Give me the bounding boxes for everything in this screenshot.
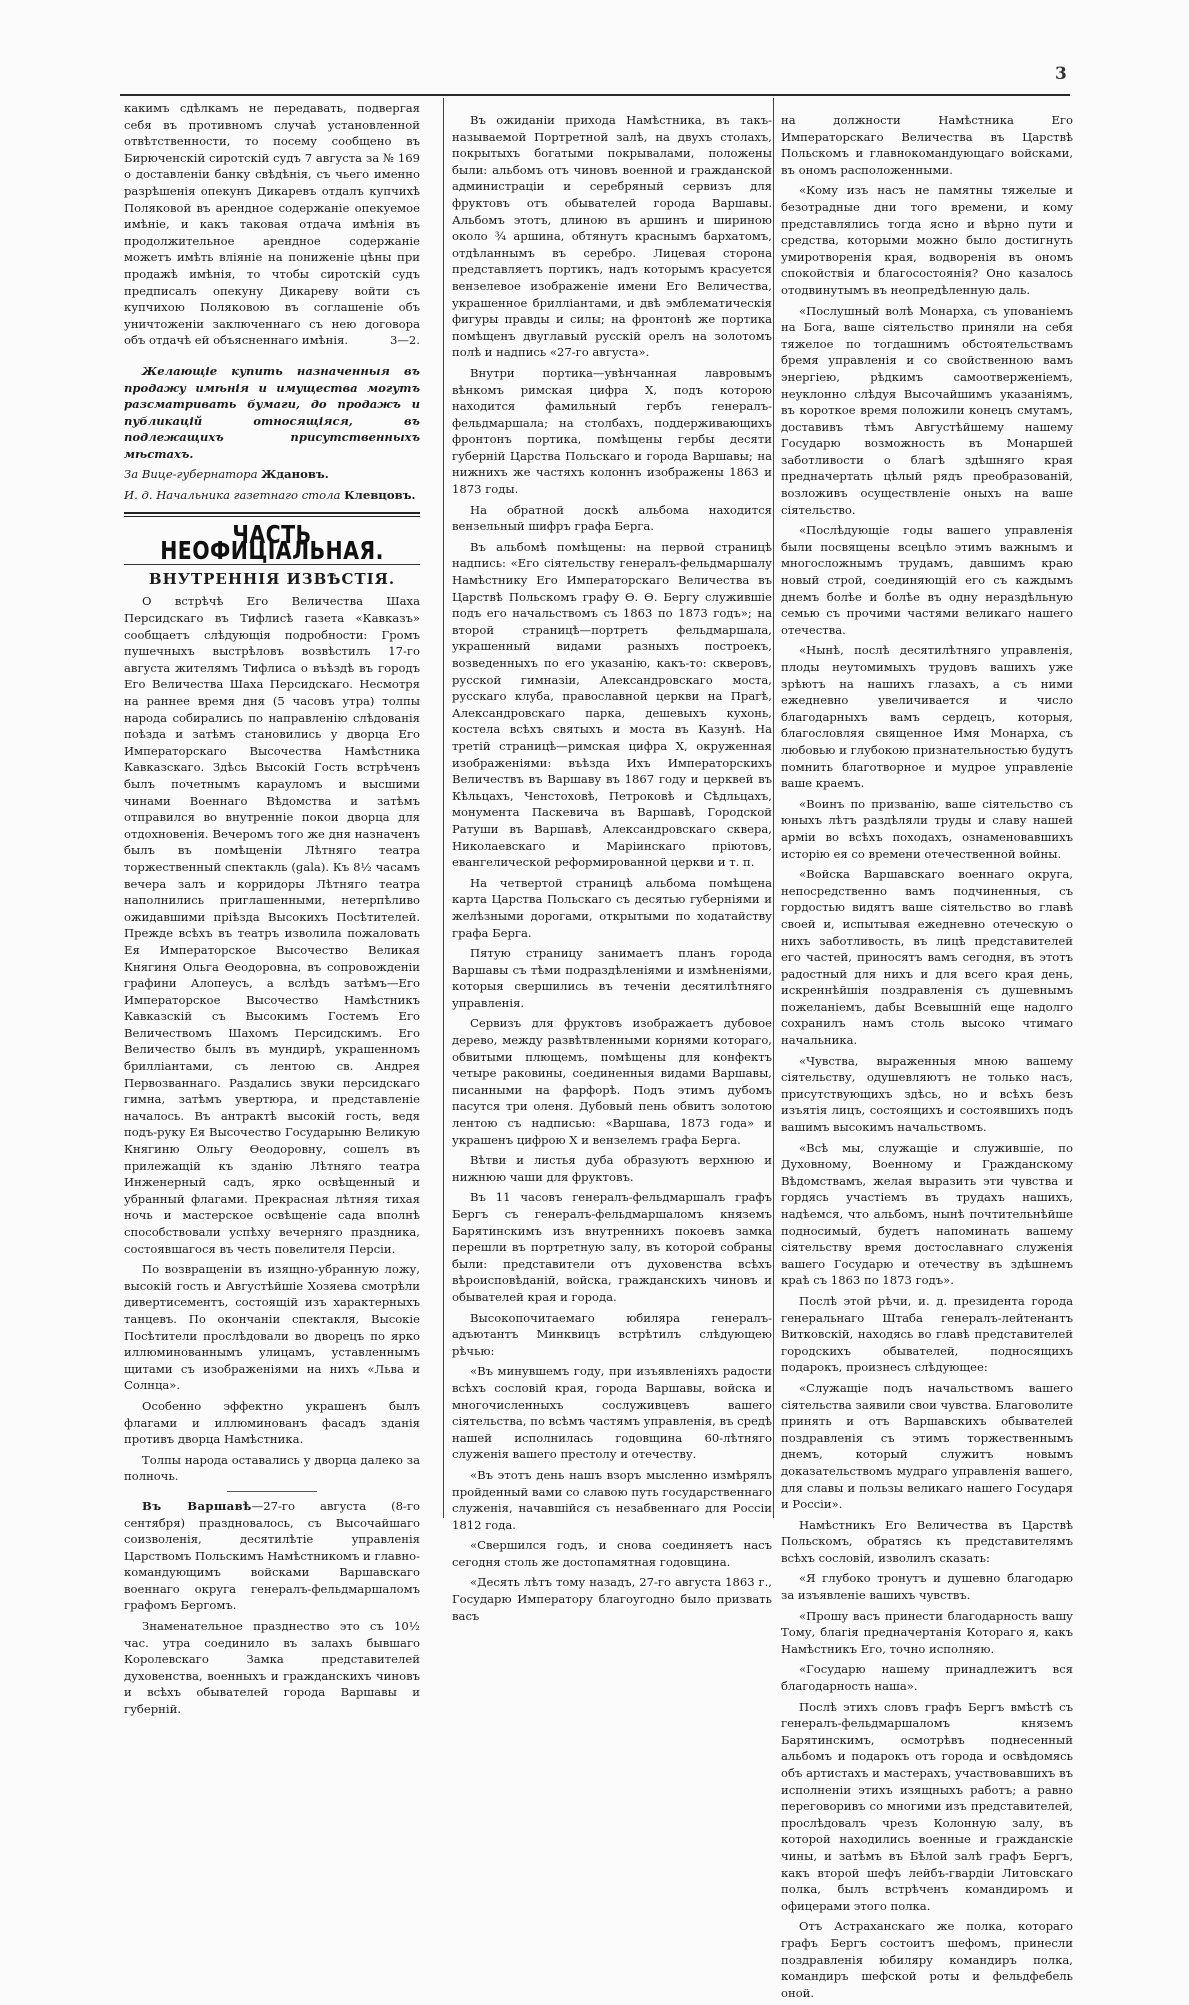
header-rule xyxy=(120,94,1070,96)
warsaw-paragraph: Въ Варшавѣ—27-го августа (8-го сентября) праздновалось, съ Высочайшаго соизволенія, десятилѣтіе управленія Царствомъ Польскимъ Намѣстникомъ и главно-командующимъ войсками Варшавскаго военнаго округа генералъ-фельдмаршаломъ графомъ Бергомъ. xyxy=(124,1498,421,1613)
article-paragraph: Особенно эффектно украшенъ былъ флагами и иллюминованъ фасадъ зданія противъ дворца Намѣстника. xyxy=(124,1398,420,1447)
article-separator xyxy=(227,1491,317,1492)
speech-paragraph: «Десять лѣтъ тому назадъ, 27-го августа 1863 г., Государю Императору благоугодно было призвать васъ xyxy=(452,1575,772,1623)
speech-paragraph: «Войска Варшавскаго военнаго округа, непосредственно вамъ подчиненныя, съ гордостью видятъ ваше сіятельство во главѣ своей и, испытывая ежедневно отеческую о нихъ заботливость, въ лицѣ представителей его частей, приносятъ вамъ сегодня, въ этотъ радостный для нихъ и для всего края день, искреннѣйшія поздравленія съ душевнымъ пожеланіемъ, дабы Всевышній еще надолго сохранилъ намъ столь высоко чтимаго начальника. xyxy=(781,867,1073,1048)
article-paragraph: На четвертой страницѣ альбома помѣщена карта Царства Польскаго съ десятью губерніями и желѣзными дорогами, открытыми по ходатайству графа Берга. xyxy=(452,875,772,940)
section-title: ЧАСТЬ НЕОФИЦІАЛЬНАЯ. xyxy=(160,519,384,566)
article-paragraph: Пятую страницу занимаетъ планъ города Варшавы съ тѣми подраздѣленіями и измѣненіями, которыя свершились въ теченіи десятилѣтняго управленія. xyxy=(452,946,772,1010)
article-paragraph: Послѣ этихъ словъ графъ Бергъ вмѣстѣ съ генералъ-фельдмаршаломъ княземъ Барятинскимъ, осмотрѣвъ поднесенный альбомъ и подарокъ отъ города и освѣдомясь объ артистахъ и мастерахъ, участвовавшихъ въ исполненіи этихъ изящныхъ работъ; а равно переговоривъ со многими изъ представителей, прослѣдовалъ чрезъ Колонную залу, въ которой находились военные и гражданскіе чины, и затѣмъ въ Бѣлой залѣ графъ Бергъ, какъ второй шефъ лейбъ-гвардіи Литовскаго полка, былъ встрѣченъ командиромъ и офицерами этого полка. xyxy=(781,1699,1073,1913)
speech-paragraph: «Прошу васъ принести благодарность вашу Тому, благія предначертанія Котораго я, какъ Намѣстникъ Его, точно исполняю. xyxy=(781,1608,1073,1656)
article-paragraph: Послѣ этой рѣчи, и. д. президента города генеральнаго Штаба генералъ-лейтенантъ Витковскій, находясь во главѣ представителей городскихъ обывателей, подносящихъ подарокъ, произнесъ слѣдующее: xyxy=(781,1293,1073,1375)
sale-notice: Желающіе купить назначенныя въ продажу имѣнія и имущества могутъ разсматривать бумаги, до продажъ и публикацій относящіяся, въ подлежащихъ присутственныхъ мѣстахъ. xyxy=(124,363,420,461)
right-column xyxy=(781,100,1073,2005)
article-paragraph: Внутри портика—увѣнчанная лавровымъ вѣнкомъ римская цифра X, подъ которою находится фамильный гербъ генералъ-фельдмаршала; на столбахъ, поддерживающихъ фронтонъ портика, помѣщены гербы десяти губерній Царства Польскаго и города Варшавы; на нижнихъ же частяхъ колоннъ изображены 1863 и 1873 годы. xyxy=(452,365,772,497)
speech-paragraph: «Въ минувшемъ году, при изъявленіяхъ радости всѣхъ сословій края, города Варшавы, войска и многочисленныхъ сослуживцевъ вашего сіятельства, по всѣмъ частямъ управленія, въ средѣ нашей исполнилась годовщина 60-лѣтняго служенія вашего престолу и отечеству. xyxy=(452,1364,772,1462)
speech-paragraph: «Я глубоко тронутъ и душевно благодарю за изъявленіе вашихъ чувствъ. xyxy=(781,1571,1073,1603)
subsection-title: ВНУТРЕННІЯ ИЗВѢСТІЯ. xyxy=(148,569,396,588)
speech-paragraph: «Всѣ мы, служащіе и служившіе, по Духовному, Военному и Гражданскому Вѣдомствамъ, желая выразить эти чувства и гордясь участіемъ въ трудахъ нашихъ, надѣемся, что альбомъ, нынѣ почтительнѣйше подносимый, будетъ напоминать вашему сіятельству время достославнаго служенія вашего Государю и отечеству въ здѣшнемъ краѣ съ 1863 по 1873 годъ». xyxy=(781,1140,1073,1288)
article-paragraph: Вѣтви и листья дуба образуютъ верхнюю и нижнюю чаши для фруктовъ. xyxy=(452,1153,772,1184)
article-paragraph: Намѣстникъ Его Величества въ Царствѣ Польскомъ, обратясь къ представителямъ всѣхъ сословій, изволилъ сказать: xyxy=(781,1517,1073,1565)
speech-paragraph: «Государю нашему принадлежитъ вся благодарность наша». xyxy=(781,1662,1073,1694)
continuation-paragraph: какимъ сдѣлкамъ не передавать, подвергая себя въ противномъ случаѣ установленной отвѣтственности, то посему сообщено въ Бирюченскій сиротскій судъ 7 августа за № 169 о доставленіи банку свѣдѣнія, съ чьего именно разрѣшенія опекунъ Дикаревъ отдалъ купчихѣ Поляковой въ арендное содержаніе опекуемое имѣніе, и какъ таковая отдача имѣнія въ продолжительное арендное содержаніе можетъ имѣть вліяніе на пониженіе цѣны при продажѣ имѣнія, то чтобы сиротскій судъ предписалъ опекуну Дикареву войти съ купчихою Поляковою въ соглашеніе объ уничтоженіи заключеннаго съ нею договора объ отдачѣ ей объясненнаго имѣнія. 3—2. xyxy=(124,101,420,348)
article-paragraph: Толпы народа оставались у дворца далеко за полночь. xyxy=(124,1452,420,1484)
page-number: 3 xyxy=(1055,64,1067,84)
article-paragraph: О встрѣчѣ Его Величества Шаха Персидскаго въ Тифлисѣ газета «Кавказъ» сообщаетъ слѣдующія подробности: Громъ пушечныхъ выстрѣловъ возвѣстилъ 17-го августа жителямъ Тифлиса о въѣздѣ въ городъ Его Величества Шаха Персидскаго. Несмотря на раннее время дня (5 часовъ утра) толпы народа собирались по направленію слѣдованія поѣзда и затѣмъ становились у дворца Его Императорскаго Высочества Намѣстника Кавказскаго. Здѣсь Высокій Гость встрѣченъ былъ почетнымъ карауломъ и высшими чинами Военнаго Вѣдомства и затѣмъ отправился во внутренніе покои дворца для отдохновенія. Вечеромъ того же дня назначенъ былъ въ помѣщеніи Лѣтняго театра торжественный спектакль (gala). Къ 8½ часамъ вечера залъ и корридоры Лѣтняго театра наполнились приглашенными, нетерпѣливо ожидавшими пріѣзда Высокихъ Посѣтителей. Прежде всѣхъ въ театръ изволила пожаловать Ея Императорское Высочество Великая Княгиня Ольга Ѳеодоровна, въ сопровожденіи графини Алопеусъ, а вслѣдъ затѣмъ—Его Императорское Высочество Намѣстникъ Кавказскій съ Высокимъ Гостемъ Его Величествомъ Шахомъ Персидскимъ. Его Величество былъ въ мундирѣ, украшенномъ бриллiантами, съ лентою св. Андрея Первозваннаго. Раздались звуки персидскаго гимна, затѣмъ увертюра, и представленіе началось. Въ антрактѣ высокій гость, ведя подъ-руку Ея Высочество Государыню Великую Княгиню Ольгу Ѳеодоровну, сошелъ въ прилежащій къ зданію Лѣтняго театра Инженерный садъ, ярко освѣщенный и убранный флагами. Прекрасная лѣтняя тихая ночь и мастерское освѣщеніе сада вполнѣ способствовали успѣху вечерняго праздника, состоявшагося въ честь повелителя Персіи. xyxy=(124,594,420,1256)
warsaw-lead: Въ Варшавѣ xyxy=(142,1498,252,1513)
speech-paragraph: «Послушный волѣ Монарха, съ упованіемъ на Бога, ваше сіятельство приняли на себя тяжелое по тогдашнимъ обстоятельствамъ бремя управленія и со свойственною вамъ энергіею, рѣдкимъ самоотверженіемъ, неуклонно слѣдуя Высочайшимъ указаніямъ, въ короткое время положили конецъ смутамъ, доставивъ тѣмъ Августѣйшему нашему Государю возможность въ Монаршей заботливости о благѣ здѣшняго края предначертать цѣлый рядъ преобразованій, возложивъ осуществленіе оныхъ на ваше сіятельство. xyxy=(781,303,1073,517)
article-paragraph: Сервизъ для фруктовъ изображаетъ дубовое дерево, между развѣтвленными корнями котораго, обвитыми плющемъ, помѣщены для конфектъ четыре раковины, соединенныя видами Варшавы, писанными на фарфорѣ. Подъ этимъ дубомъ пасутся три оленя. Дубовый пень обвитъ золотою лентою съ надписью: «Варшава, 1873 года» и украшенъ цифрою X и вензелемъ графа Берга. xyxy=(452,1016,772,1147)
section-rule xyxy=(124,512,420,517)
article-paragraph: Въ ожиданіи прихода Намѣстника, въ такъ-называемой Портретной залѣ, на двухъ столахъ, покрытыхъ богатыми покрывалами, положены были: альбомъ отъ чиновъ военной и гражданской администраціи и серебряный сервизъ для фруктовъ отъ обывателей города Варшавы. Альбомъ этотъ, длиною въ аршинъ и шириною около ¾ аршина, обтянутъ краснымъ бархатомъ, отдѣланнымъ въ серебро. Лицевая сторона представляетъ портикъ, надъ которымъ красуется вензелевое изображеніе имени Его Величества, украшенное бриллiантами, и двѣ эмблематическія фигуры правды и силы; на фронтонѣ же портика помѣщенъ двуглавый русскій орелъ на золотомъ полѣ и надпись «27-го августа». xyxy=(452,113,772,360)
speech-paragraph: «Послѣдующіе годы вашего управленія были посвящены всецѣло этимъ важнымъ и многосложнымъ трудамъ, давшимъ краю новый строй, соединяющій его съ каждымъ днемъ болѣе и болѣе въ одну нераздѣльную семью съ прочими частями великаго нашего отечества. xyxy=(781,523,1073,637)
article-paragraph: Высокопочитаемаго юбиляра генералъ-адъютантъ Минквицъ встрѣтилъ слѣдующею рѣчью: xyxy=(452,1310,772,1358)
continuation-mark: 3—2. xyxy=(389,333,420,348)
article-paragraph: Знаменательное празднество это съ 10½ час. утра соединило въ залахъ бывшаго Королевскаго Замка представителей духовенства, военныхъ и гражданскихъ чиновъ и всѣхъ обывателей города Варшавы и губерній. xyxy=(124,1619,420,1717)
left-column xyxy=(124,100,420,1722)
signature-vice-governor: За Вице-губернатора Ждановъ. xyxy=(124,467,329,482)
speech-paragraph: «Свершился годъ, и снова соединяетъ насъ сегодня столь же достопамятная годовщина. xyxy=(452,1538,772,1569)
speech-paragraph: «Въ этотъ день нашъ взоръ мысленно измѣрялъ пройденный вами со славою путь государственнаго служенія, начавшійся съ незабвеннаго для Россіи 1812 года. xyxy=(452,1467,772,1532)
speech-paragraph: «Служащіе подъ начальствомъ вашего сіятельства заявили свои чувства. Благоволите принять и отъ Варшавскихъ обывателей поздравленія съ этимъ торжественнымъ днемъ, который служитъ новымъ доказательствомъ мудраго управленія вашего, для славы и пользы великаго нашего Государя и Россіи». xyxy=(781,1380,1073,1512)
article-paragraph: Отъ Астраханскаго же полка, котораго графъ Бергъ состоитъ шефомъ, принесли поздравленія юбиляру командиръ полка, командиръ шефской роты и фельдфебель оной. xyxy=(781,1919,1073,2000)
column-divider xyxy=(443,98,444,1518)
signature-newspaper-desk: И. д. Начальника газетнаго стола Клевцовъ. xyxy=(124,488,416,503)
speech-paragraph: на должности Намѣстника Его Императорскаго Величества въ Царствѣ Польскомъ и главнокомандующаго войсками, въ ономъ расположенными. xyxy=(781,113,1073,177)
middle-column xyxy=(452,100,772,1628)
speech-paragraph: «Нынѣ, послѣ десятилѣтняго управленія, плоды неутомимыхъ трудовъ вашихъ уже зрѣютъ на нашихъ глазахъ, а съ ними ежедневно увеличивается и число благодарныхъ вамъ сердецъ, которыя, благословляя священное Имя Монарха, съ любовью и глубокою признательностью будутъ помнить благотворное и мудрое управленіе ваше краемъ. xyxy=(781,643,1073,791)
article-paragraph: На обратной доскѣ альбома находится вензельный шифръ графа Берга. xyxy=(452,502,772,534)
article-paragraph: По возвращеніи въ изящно-убранную ложу, высокій гость и Августѣйшіе Хозяева смотрѣли дивертисементъ, состоящій изъ характерныхъ танцевъ. По окончаніи спектакля, Высокіе Посѣтители прослѣдовали во дворецъ по ярко иллюминованнымъ улицамъ, уставленнымъ щитами съ изображеніями на нихъ «Льва и Солнца». xyxy=(124,1262,420,1393)
speech-paragraph: «Чувства, выраженныя мною вашему сіятельству, одушевляютъ не только насъ, присутствующихъ здѣсь, но и всѣхъ безъ изъятія лицъ, состоящихъ и состоявшихъ подъ вашимъ высокимъ начальствомъ. xyxy=(781,1053,1073,1135)
article-paragraph: Въ альбомѣ помѣщены: на первой страницѣ надпись: «Его сіятельству генералъ-фельдмаршалу Намѣстнику Его Императорскаго Величества въ Царствѣ Польскомъ графу Ѳ. Ѳ. Бергу служившіе подъ его начальствомъ съ 1863 по 1873 годъ»; на второй страницѣ—портретъ фельдмаршала, украшенный видами разныхъ построекъ, возведенныхъ по его указанію, какъ-то: скверовъ, русской гимназіи, Александровскаго моста, русскаго клуба, православной церкви на Прагѣ, Александровскаго парка, дешевыхъ кухонь, костела всѣхъ святыхъ и моста въ Казунѣ. На третій страницѣ—римская цифра X, окруженная изображеніями: въѣзда Ихъ Императорскихъ Величествъ въ Варшаву въ 1867 году и церквей въ Кѣльцахъ, Ченстоховѣ, Петроковѣ и Сѣдльцахъ, монумента Паскевича въ Варшавѣ, Городской Ратуши въ Варшавѣ, Александровскаго сквера, Николаевскаго и Маріинскаго пріютовъ, евангелической реформированной церкви и т. п. xyxy=(452,539,772,870)
column-divider xyxy=(773,98,774,1518)
speech-paragraph: «Воинъ по призванію, ваше сіятельство съ юныхъ лѣтъ раздѣляли труды и славу нашей арміи во всѣхъ походахъ, ознаменовавшихъ исторію ея со времени отечественной войны. xyxy=(781,796,1073,861)
article-paragraph: Въ 11 часовъ генералъ-фельдмаршалъ графъ Бергъ съ генералъ-фельдмаршаломъ княземъ Барятинскимъ изъ внутреннихъ покоевъ замка перешли въ портретную залу, въ которой собраны были: представители отъ духовенства всѣхъ вѣроисповѣданій, войска, гражданскихъ чиновъ и обывателей края и города. xyxy=(452,1190,772,1304)
speech-paragraph: «Кому изъ насъ не памятны тяжелые и безотрадные дни того времени, и кому представлялись тогда ясно и вѣрно пути и средства, которыми можно было достигнуть умиротворенія края, водворенія въ ономъ спокойствія и благосостоянія? Оно казалось отодвинутымъ въ неопредѣленную даль. xyxy=(781,183,1073,297)
